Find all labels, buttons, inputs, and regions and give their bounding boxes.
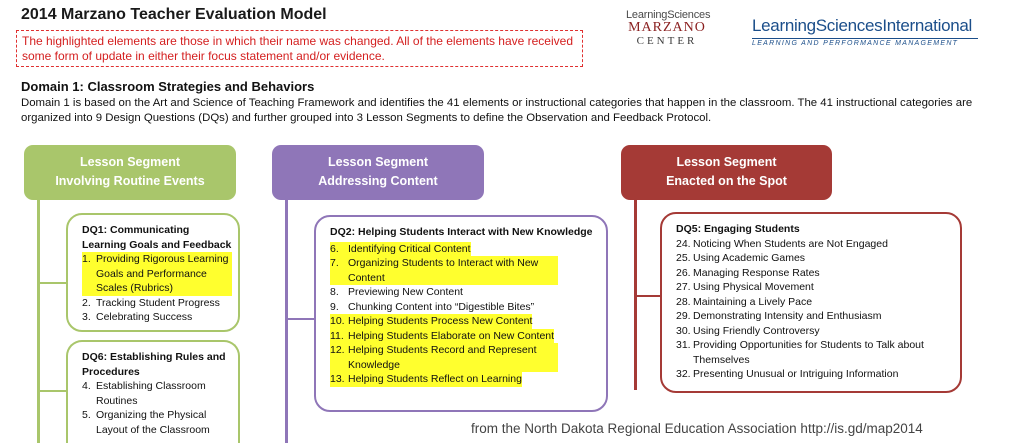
dq2-item-6 <box>330 242 600 257</box>
item-text: Using Physical Movement <box>693 281 814 293</box>
dq5-item-24 <box>676 237 954 252</box>
dq5-item-31 <box>676 338 954 367</box>
item-text: Helping Students Reflect on Learning <box>348 373 522 385</box>
dq6-item-4 <box>82 379 232 408</box>
item-number: 13. <box>330 372 348 387</box>
dq6-item-5 <box>82 408 232 437</box>
dq5-title: DQ5: Engaging Students <box>676 223 800 235</box>
dq5-box <box>660 212 962 393</box>
item-number: 1. <box>82 252 96 296</box>
dq6-title: DQ6: Establishing Rules and Procedures <box>82 351 226 378</box>
lesson-segment-routine-events <box>24 145 236 200</box>
item-number: 27. <box>676 281 691 293</box>
dq1-box <box>66 213 240 332</box>
item-text: Providing Rigorous Learning Goals and Performance Scales (Rubrics) <box>96 252 232 296</box>
marzano-logo-line3: CENTER <box>636 35 698 47</box>
item-text: Presenting Unusual or Intriguing Information <box>693 368 899 380</box>
item-text: Helping Students Elaborate on New Content <box>348 329 555 342</box>
segment-label: Lesson Segment <box>676 155 777 169</box>
item-number: 2. <box>82 296 91 309</box>
item-number: 32. <box>676 368 691 380</box>
item-number: 4. <box>82 380 91 392</box>
item-number: 30. <box>676 324 691 337</box>
dq1-connector <box>38 282 66 284</box>
source-credit: from the North Dakota Regional Education Association http://is.gd/map2014 <box>471 421 923 436</box>
item-number: 3. <box>82 311 91 323</box>
item-text: Chunking Content into “Digestible Bites” <box>348 300 535 313</box>
item-text: Managing Response Rates <box>693 266 820 279</box>
segment1-connector <box>37 200 40 443</box>
item-number: 26. <box>676 266 691 279</box>
item-number: 6. <box>330 242 348 257</box>
item-number: 24. <box>676 237 691 250</box>
dq2-item-7 <box>330 256 600 285</box>
item-text: Organizing Students to Interact with New Content <box>348 256 558 285</box>
dq2-item-10 <box>330 314 600 329</box>
lesson-segment-enacted-on-spot <box>621 145 832 200</box>
item-number: 9. <box>330 300 339 313</box>
item-number: 29. <box>676 310 691 322</box>
item-text: Celebrating Success <box>96 311 193 323</box>
dq2-item-8 <box>330 285 600 300</box>
marzano-logo-line1: LearningSciences <box>626 9 711 21</box>
item-text: Using Friendly Controversy <box>693 324 820 337</box>
item-number: 8. <box>330 286 339 298</box>
item-text: Establishing Classroom Routines <box>96 380 206 407</box>
dq1-item-1 <box>82 252 232 296</box>
dq2-box <box>314 215 608 412</box>
dq2-item-11 <box>330 329 600 344</box>
page-title: 2014 Marzano Teacher Evaluation Model <box>21 6 327 23</box>
dq1-item-2 <box>82 296 232 311</box>
item-text: Tracking Student Progress <box>96 296 220 309</box>
item-text: Organizing the Physical Layout of the Classroom <box>96 409 210 436</box>
segment-label: Lesson Segment <box>327 155 429 169</box>
lsi-logo-tagline: LEARNING AND PERFORMANCE MANAGEMENT <box>752 38 978 47</box>
item-number: 11. <box>330 329 348 344</box>
segment-name: Enacted on the Spot <box>666 174 787 188</box>
dq2-item-12 <box>330 343 600 372</box>
dq5-item-26 <box>676 266 954 281</box>
item-text: Helping Students Record and Represent Knowledge <box>348 343 558 372</box>
dq5-connector <box>635 295 660 297</box>
item-number: 25. <box>676 252 691 264</box>
dq2-item-13 <box>330 372 600 387</box>
domain-description: Domain 1 is based on the Art and Science of Teaching Framework and identifies the 41 elements or instructional categories that happen in the classroom. The 41 instructional categories are organized into 9 Design Questions (DQs) and further grouped into 3 Lesson Segments to define the Observation and Feedback Protocol. <box>21 97 973 124</box>
item-text: Providing Opportunities for Students to Talk about Themselves <box>693 339 924 366</box>
item-text: Demonstrating Intensity and Enthusiasm <box>693 310 882 322</box>
item-text: Identifying Critical Content <box>348 242 471 255</box>
dq1-item-3 <box>82 310 232 325</box>
item-text: Using Academic Games <box>693 252 806 264</box>
item-text: Previewing New Content <box>348 286 463 298</box>
item-number: 28. <box>676 295 691 308</box>
domain-heading: Domain 1: Classroom Strategies and Behaviors <box>21 79 315 94</box>
item-number: 10. <box>330 314 348 329</box>
item-text: Maintaining a Lively Pace <box>693 295 813 308</box>
dq5-item-28 <box>676 295 954 310</box>
marzano-center-logo <box>626 9 711 47</box>
dq1-title: DQ1: Communicating Learning Goals and Feedback <box>82 224 232 251</box>
dq6-connector <box>38 390 66 392</box>
segment-label: Lesson Segment <box>79 155 181 169</box>
dq5-item-27 <box>676 280 954 295</box>
item-text: Helping Students Process New Content <box>348 315 533 327</box>
dq5-item-30 <box>676 324 954 339</box>
lsi-logo-name: LearningSciencesInternational <box>752 16 973 35</box>
item-number: 7. <box>330 256 348 285</box>
item-number: 31. <box>676 339 691 351</box>
segment2-connector <box>285 200 288 443</box>
lesson-segment-addressing-content <box>272 145 484 200</box>
segment-name: Involving Routine Events <box>55 174 205 188</box>
dq5-item-29 <box>676 309 954 324</box>
segment-name: Addressing Content <box>318 174 438 188</box>
dq5-item-25 <box>676 251 954 266</box>
highlight-notice: The highlighted elements are those in which their name was changed. All of the elements have received some form of update in either their focus statement and/or evidence. <box>16 30 583 67</box>
dq6-box <box>66 340 240 443</box>
dq5-item-32 <box>676 367 954 382</box>
item-number: 12. <box>330 343 348 372</box>
dq2-title: DQ2: Helping Students Interact with New Knowledge <box>330 226 593 238</box>
dq2-connector <box>286 318 314 320</box>
dq2-item-9 <box>330 300 600 315</box>
item-text: Noticing When Students are Not Engaged <box>693 237 888 250</box>
marzano-logo-line2: MARZANO <box>628 20 706 35</box>
item-number: 5. <box>82 409 91 421</box>
lsi-logo <box>752 16 978 47</box>
